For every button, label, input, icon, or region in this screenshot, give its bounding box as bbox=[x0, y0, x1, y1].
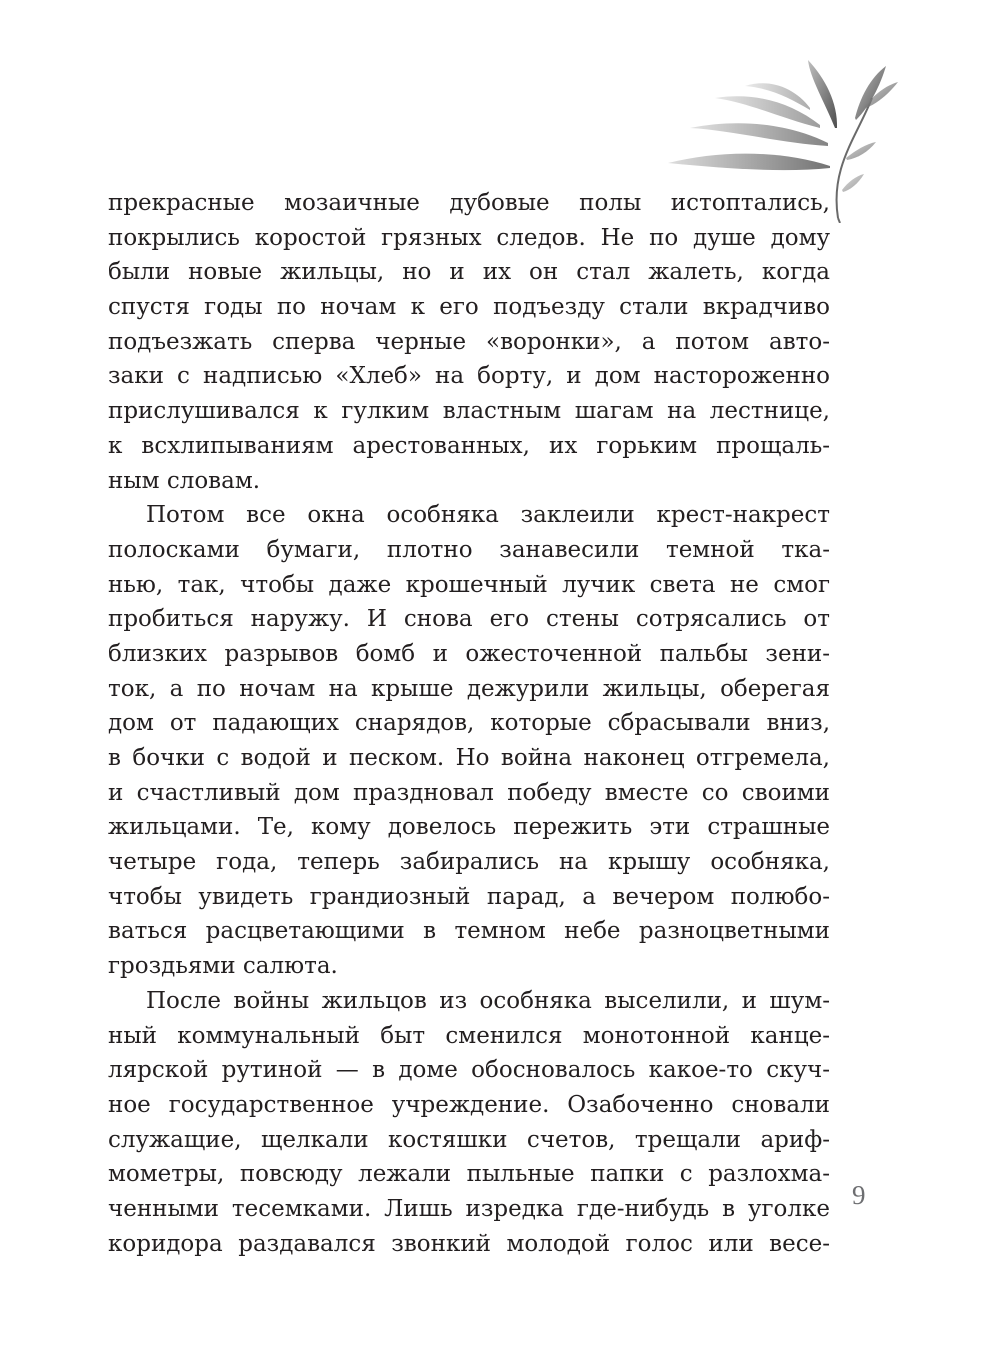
text-line: полосками бумаги, плотно занавесили темной тка- bbox=[108, 536, 830, 563]
text-line: ваться расцветающими в темном небе разноцветными bbox=[108, 918, 830, 945]
text-line: мометры, повсюду лежали пыльные папки с разлохма- bbox=[108, 1161, 830, 1188]
text-line: лярской рутиной — в доме обосновалось какое-то скуч- bbox=[108, 1057, 830, 1084]
text-line: нью, так, чтобы даже крошечный лучик света не смог bbox=[108, 571, 830, 598]
text-line: ное государственное учреждение. Озабоченно сновали bbox=[108, 1091, 830, 1118]
text-line: спустя годы по ночам к его подъезду стали вкрадчиво bbox=[108, 294, 830, 321]
text-line: пробиться наружу. И снова его стены сотрясались от bbox=[108, 606, 830, 633]
text-line: Потом все окна особняка заклеили крест-накрест bbox=[146, 502, 830, 529]
text-line: четыре года, теперь забирались на крышу особняка, bbox=[108, 849, 830, 876]
text-line: к всхлипываниям арестованных, их горьким прощаль- bbox=[108, 432, 830, 459]
text-line: прислушивался к гулким властным шагам на лестнице, bbox=[108, 398, 830, 425]
text-line: дом от падающих снарядов, которые сбрасывали вниз, bbox=[108, 710, 830, 737]
text-line: ным словам. bbox=[108, 467, 261, 494]
body-text bbox=[108, 186, 830, 1261]
text-line: прекрасные мозаичные дубовые полы истоптались, bbox=[108, 190, 830, 216]
text-line: служащие, щелкали костяшки счетов, трещали ариф- bbox=[108, 1126, 830, 1153]
text-line: ток, а по ночам на крыше дежурили жильцы, оберегая bbox=[108, 675, 830, 702]
text-line: ченными тесемками. Лишь изредка где-нибудь в уголке bbox=[108, 1195, 830, 1222]
text-line: После войны жильцов из особняка выселили, и шум- bbox=[146, 987, 830, 1014]
text-line: жильцами. Те, кому довелось пережить эти страшные bbox=[108, 814, 830, 841]
text-line: близких разрывов бомб и ожесточенной пальбы зени- bbox=[108, 640, 830, 667]
text-line: подъезжать сперва черные «воронки», а потом авто- bbox=[108, 328, 830, 355]
text-line: ный коммунальный быт сменился монотонной канце- bbox=[108, 1022, 830, 1049]
text-line: покрылись коростой грязных следов. Не по душе дому bbox=[108, 224, 830, 251]
text-line: коридора раздавался звонкий молодой голос или весе- bbox=[108, 1230, 830, 1257]
text-line: и счастливый дом праздновал победу вместе со своими bbox=[108, 779, 830, 806]
text-line: в бочки с водой и песком. Но война наконец отгремела, bbox=[108, 745, 830, 771]
text-line: гроздьями салюта. bbox=[108, 953, 338, 980]
text-line: чтобы увидеть грандиозный парад, а вечером полюбо- bbox=[108, 883, 830, 910]
page-number: 9 bbox=[852, 1180, 866, 1210]
text-line: заки с надписью «Хлеб» на борту, и дом настороженно bbox=[108, 363, 830, 390]
text-line: были новые жильцы, но и их он стал жалеть, когда bbox=[108, 259, 830, 286]
